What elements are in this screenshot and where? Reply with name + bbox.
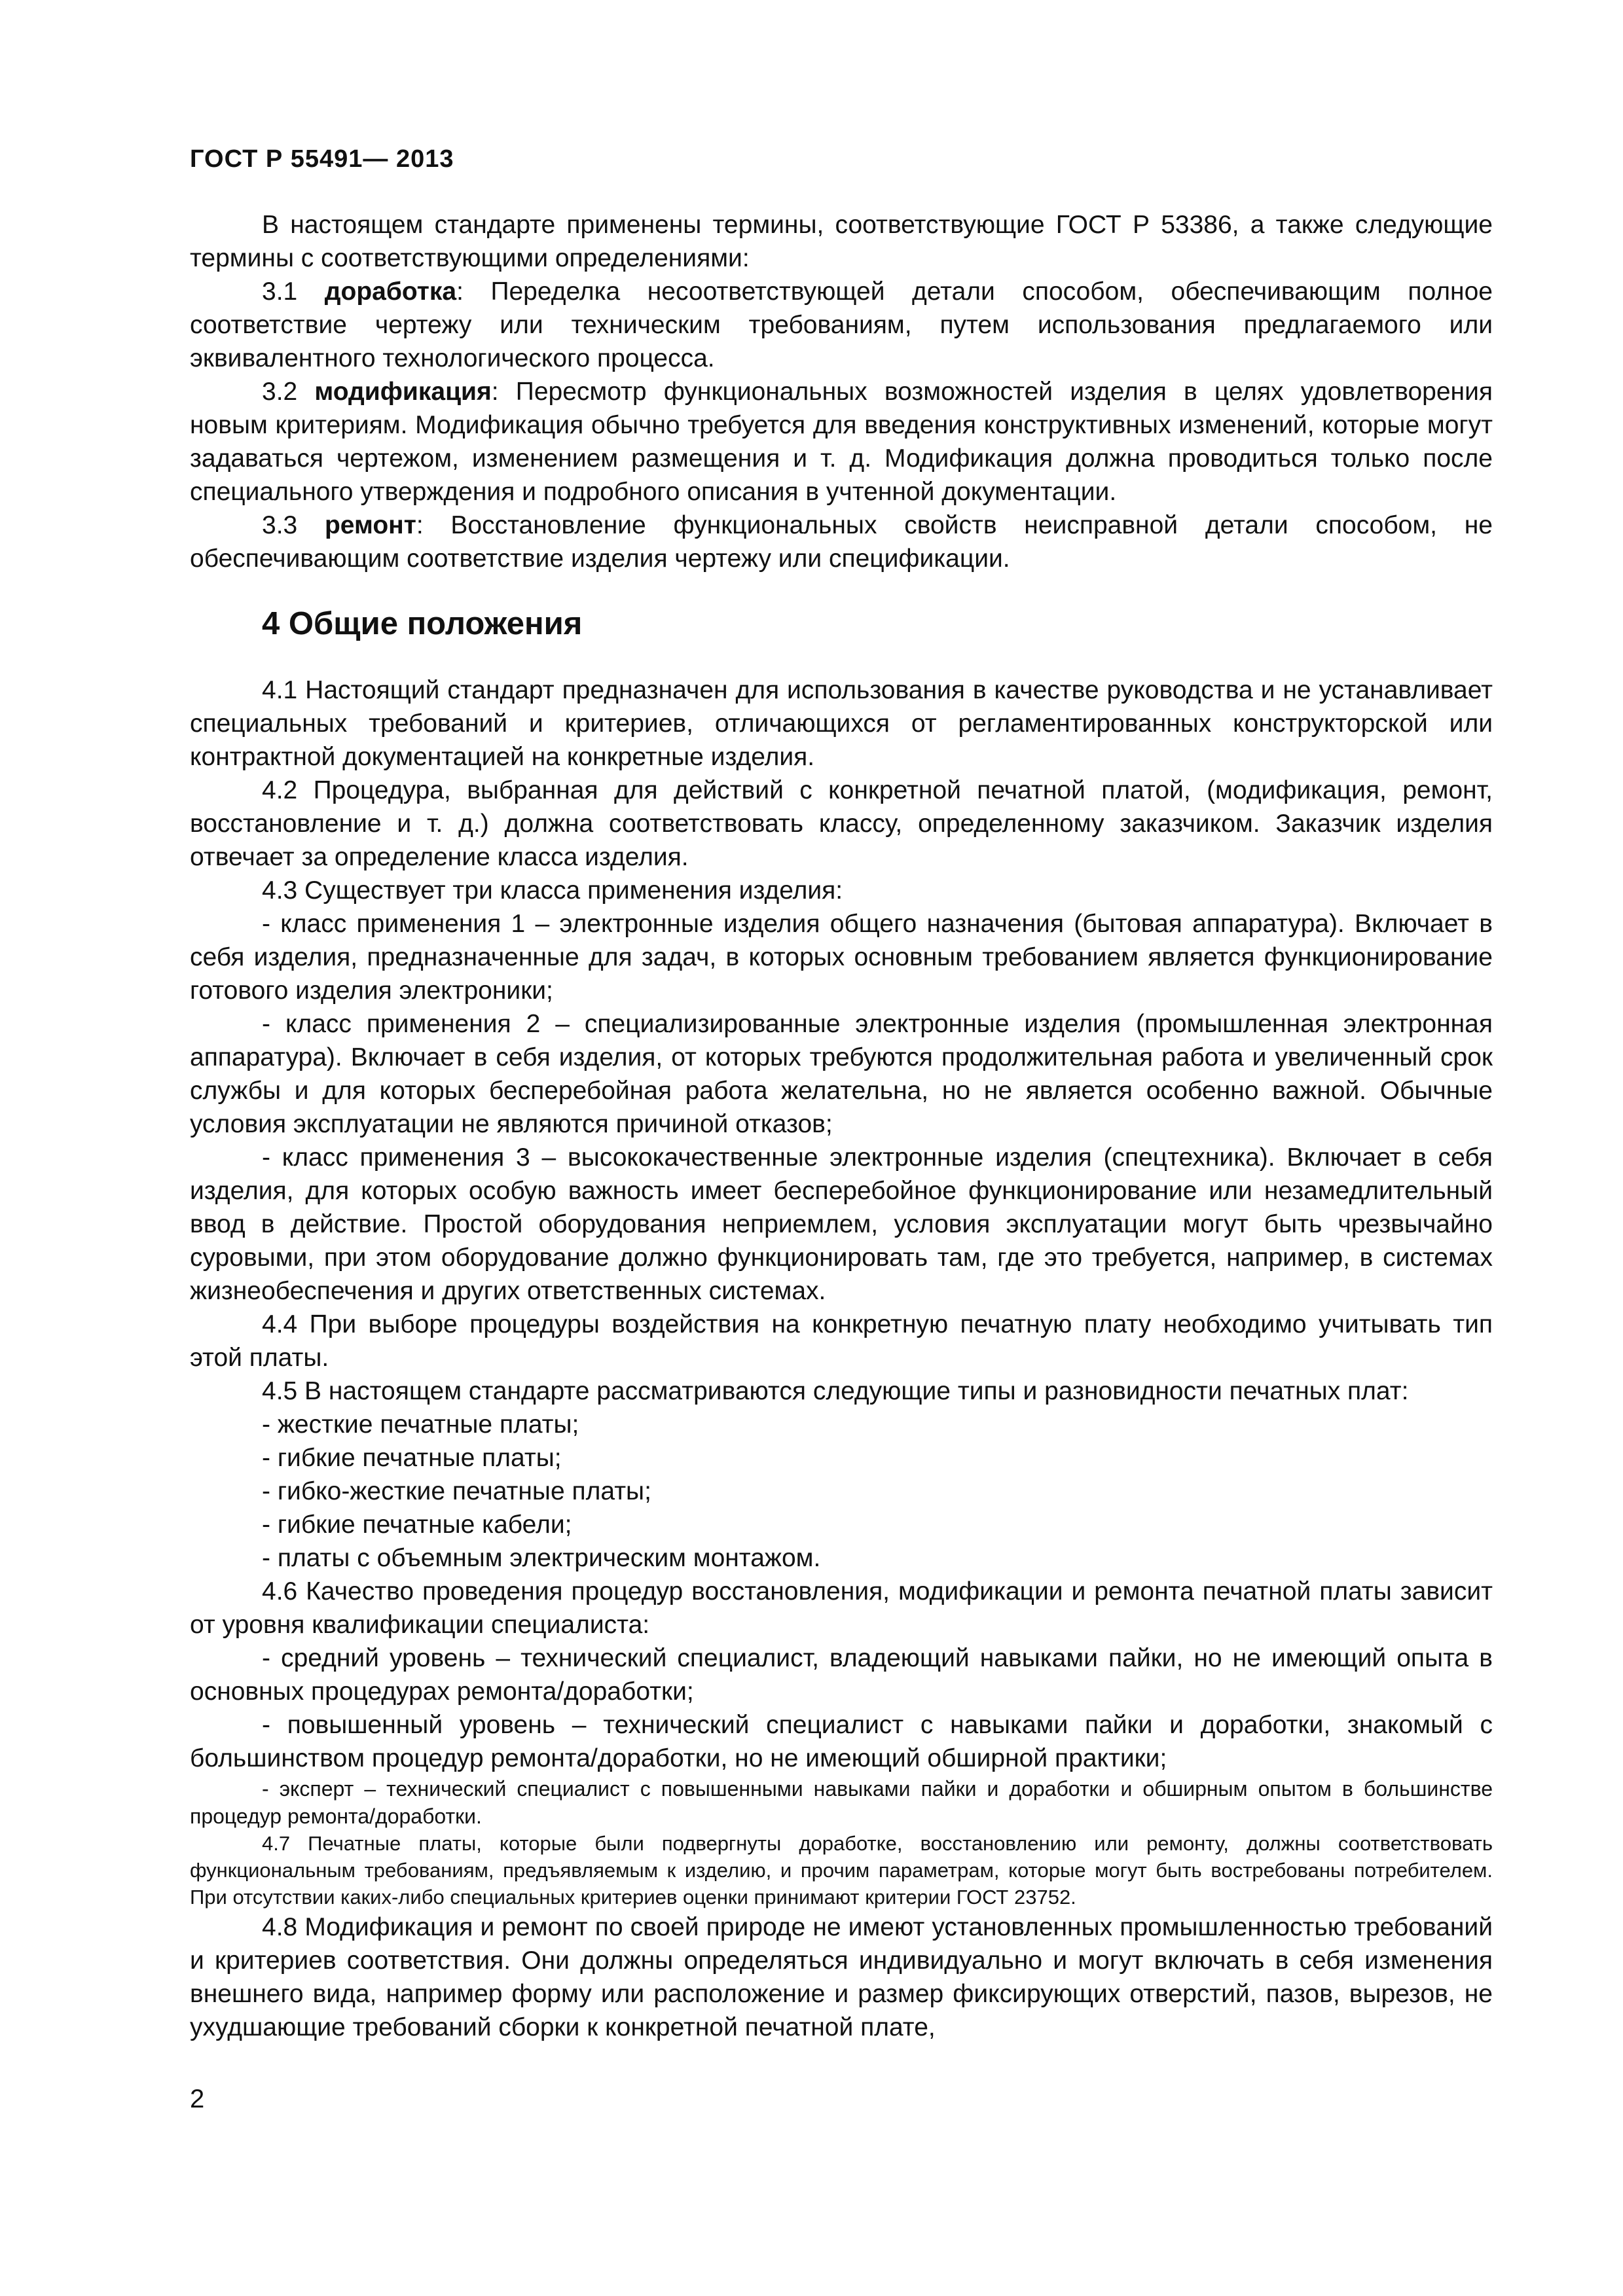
level-item-advanced: - повышенный уровень – технический специалист с навыками пайки и доработки, знакомый с большинством процедур ремонта/доработки, но не имеющий обширной практики; [190,1711,1493,1772]
level-item-expert: - эксперт – технический специалист с повышенными навыками пайки и доработки и обширным опытом в большинстве процедур ремонта/доработки. [190,1777,1493,1828]
term-name: модификация [314,378,492,406]
term-number: 3.2 [262,378,315,406]
level-item-middle: - средний уровень – технический специалист, владеющий навыками пайки, но не имеющий опыта в основных процедурах ремонта/доработки; [190,1644,1493,1706]
board-type-item: - гибко-жесткие печатные платы; [262,1477,651,1505]
paragraph-4-2: 4.2 Процедура, выбранная для действий с конкретной печатной платой, (модификация, ремонт, восстановление и т. д.) должна соответствовать классу, определенному заказчиком. Заказчик изделия отвечает за определение класса изделия. [190,776,1493,871]
standard-header: ГОСТ Р 55491— 2013 [190,145,454,173]
term-number: 3.3 [262,511,325,539]
paragraph-4-8: 4.8 Модификация и ремонт по своей природе не имеют установленных промышленностью требований и критериев соответствия. Они должны определяться индивидуально и могут включать в себя изменения внешнего вида, например форму или расположение и размер фиксирующих отверстий, пазов, вырезов, не ухудшающие требований сборки к конкретной печатной плате, [190,1913,1493,2041]
document-body [190,208,1493,2044]
term-3-1 [190,275,1493,375]
term-definition: : Переделка несоответствующей детали способом, обеспечивающим полное соответствие чертежу или техническим требованиям, путем использования предлагаемого или эквивалентного технологического процесса. [190,278,1493,372]
paragraph-4-1: 4.1 Настоящий стандарт предназначен для использования в качестве руководства и не устанавливает специальных требований и критериев, отличающихся от регламентированных конструкторской или контрактной документацией на конкретные изделия. [190,676,1493,771]
paragraph-4-6: 4.6 Качество проведения процедур восстановления, модификации и ремонта печатной платы зависит от уровня квалификации специалиста: [190,1577,1493,1639]
board-type-item: - гибкие печатные платы; [262,1444,562,1472]
class-item-1: - класс применения 1 – электронные изделия общего назначения (бытовая аппаратура). Включает в себя изделия, предназначенные для задач, в которых основным требованием является функционирование готового изделия электроники; [190,910,1493,1005]
page-number: 2 [190,2085,205,2113]
section-4-heading: 4 Общие положения [262,606,583,641]
class-item-3: - класс применения 3 – высококачественные электронные изделия (спецтехника). Включает в себя изделия, для которых особую важность имеет бесперебойное функционирование или незамедлительный ввод в действие. Простой оборудования неприемлем, условия эксплуатации могут быть чрезвычайно суровыми, при этом оборудование должно функционировать там, где это требуется, например, в системах жизнеобеспечения и других ответственных системах. [190,1143,1493,1305]
paragraph-4-3: 4.3 Существует три класса применения изделия: [262,876,843,905]
term-definition: : Пересмотр функциональных возможностей изделия в целях удовлетворения новым критериям. Модификация обычно требуется для введения конструктивных изменений, которые могут задаваться чертежом, изменением размещения и т. д. Модификация должна проводиться только после специального утверждения и подробного описания в учтенной документации. [190,378,1493,506]
paragraph-4-7: 4.7 Печатные платы, которые были подвергнуты доработке, восстановлению или ремонту, должны соответствовать функциональным требованиям, предъявляемым к изделию, и прочим параметрам, которые могут быть востребованы потребителем. При отсутствии каких-либо специальных критериев оценки принимают критерии ГОСТ 23752. [190,1832,1493,1909]
class-item-2: - класс применения 2 – специализированные электронные изделия (промышленная электронная аппаратура). Включает в себя изделия, от которых требуются продолжительная работа и увеличенный срок службы и для которых бесперебойная работа желательна, но не является особенно важной. Обычные условия эксплуатации не являются причиной отказов; [190,1010,1493,1138]
term-number: 3.1 [262,278,325,306]
paragraph-4-5: 4.5 В настоящем стандарте рассматриваются следующие типы и разновидности печатных плат: [262,1377,1409,1405]
term-3-3 [190,509,1493,575]
term-name: доработка [324,278,457,306]
board-type-item: - жесткие печатные платы; [262,1410,579,1439]
term-definition: : Восстановление функциональных свойств неисправной детали способом, не обеспечивающим соответствие изделия чертежу или спецификации. [190,511,1493,573]
intro-paragraph: В настоящем стандарте применены термины, соответствующие ГОСТ Р 53386, а также следующие термины с соответствующими определениями: [190,211,1493,272]
term-3-2 [190,375,1493,509]
board-type-item: - платы с объемным электрическим монтажом. [262,1544,821,1572]
term-name: ремонт [324,511,416,539]
paragraph-4-4: 4.4 При выборе процедуры воздействия на конкретную печатную плату необходимо учитывать тип этой платы. [190,1310,1493,1372]
board-type-item: - гибкие печатные кабели; [262,1511,572,1539]
